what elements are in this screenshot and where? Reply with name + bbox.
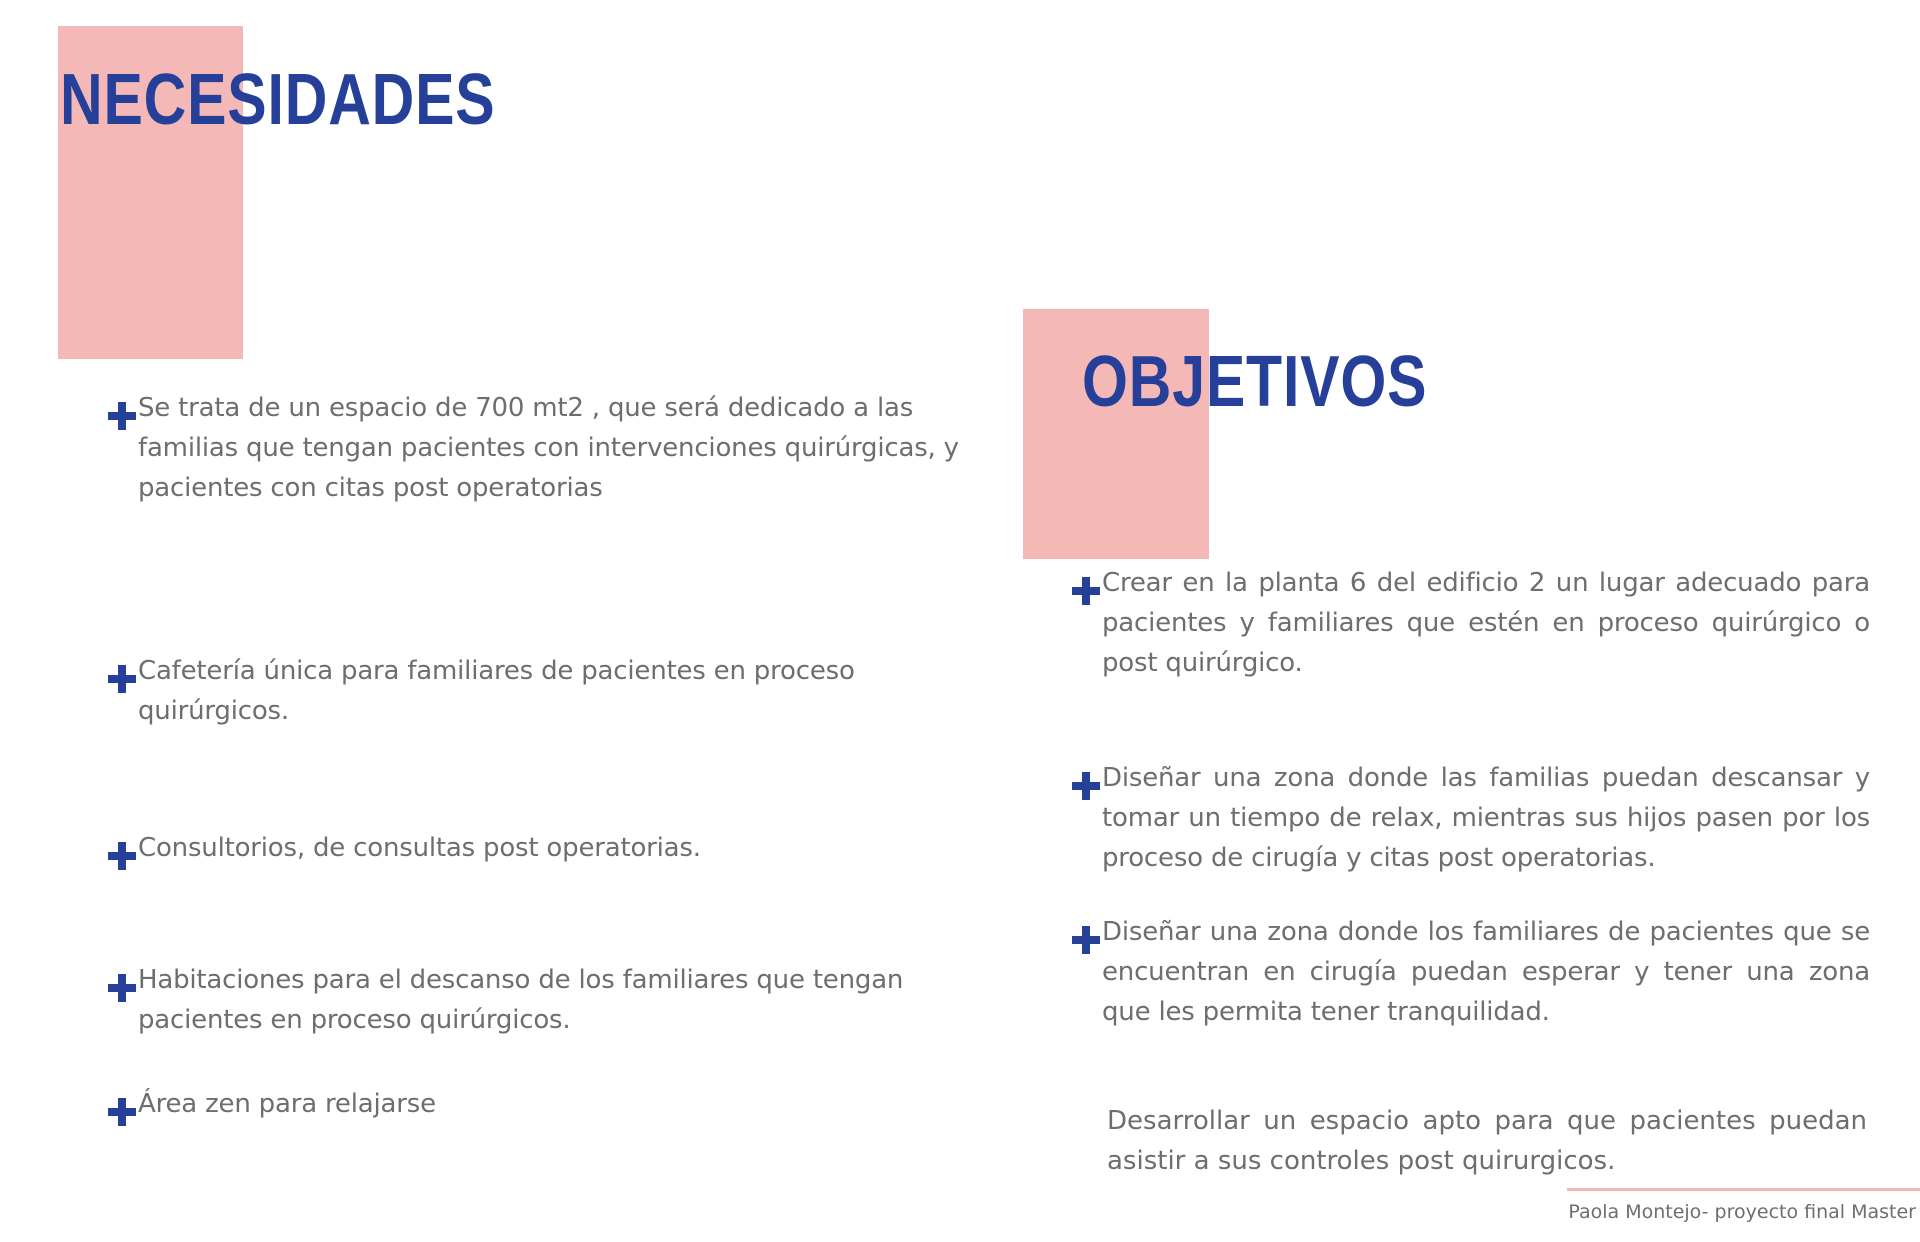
objetivos-item-text: Diseñar una zona donde los familiares de pacientes que se encuentran en cirugía puedan esperar y tener una zona que les permita tener tranquilidad. [1102,917,1870,1027]
plus-icon [108,402,136,430]
plus-icon [1072,926,1100,954]
necesidades-item-1 [108,388,988,508]
necesidades-item-text: Cafetería única para familiares de pacientes en proceso quirúrgicos. [138,656,855,726]
necesidades-item-4 [108,960,968,1040]
plus-icon [108,974,136,1002]
objetivos-item-text: Diseñar una zona donde las familias puedan descansar y tomar un tiempo de relax, mientras sus hijos pasen por los proceso de cirugía y citas post operatorias. [1102,763,1870,873]
footer-credit: Paola Montejo- proyecto final Master [1568,1201,1916,1223]
objetivos-item-3 [1072,912,1870,1032]
plus-icon [108,842,136,870]
plus-icon [108,665,136,693]
plus-icon [108,1098,136,1126]
objetivos-item-text: Crear en la planta 6 del edificio 2 un lugar adecuado para pacientes y familiares que estén en proceso quirúrgico o post quirúrgico. [1102,568,1870,678]
necesidades-item-text: Consultorios, de consultas post operatorias. [138,833,701,863]
plus-icon [1072,577,1100,605]
objetivos-item-1 [1072,563,1870,683]
footer-divider [1567,1188,1920,1191]
objetivos-item-2 [1072,758,1870,878]
necesidades-item-3 [108,828,968,870]
necesidades-title: NECESIDADES [60,60,496,140]
plus-icon [1072,772,1100,800]
objetivos-title: OBJETIVOS [1082,342,1428,422]
necesidades-item-text: Área zen para relajarse [138,1089,436,1119]
necesidades-item-5 [108,1084,968,1126]
necesidades-item-2 [108,651,928,731]
necesidades-item-text: Se trata de un espacio de 700 mt2 , que será dedicado a las familias que tengan pacientes con intervenciones quirúrgicas, y pacientes con citas post operatorias [138,393,959,503]
necesidades-item-text: Habitaciones para el descanso de los familiares que tengan pacientes en proceso quirúrgicos. [138,965,904,1035]
objetivos-extra-text: Desarrollar un espacio apto para que pacientes puedan asistir a sus controles post quirurgicos. [1107,1106,1867,1176]
